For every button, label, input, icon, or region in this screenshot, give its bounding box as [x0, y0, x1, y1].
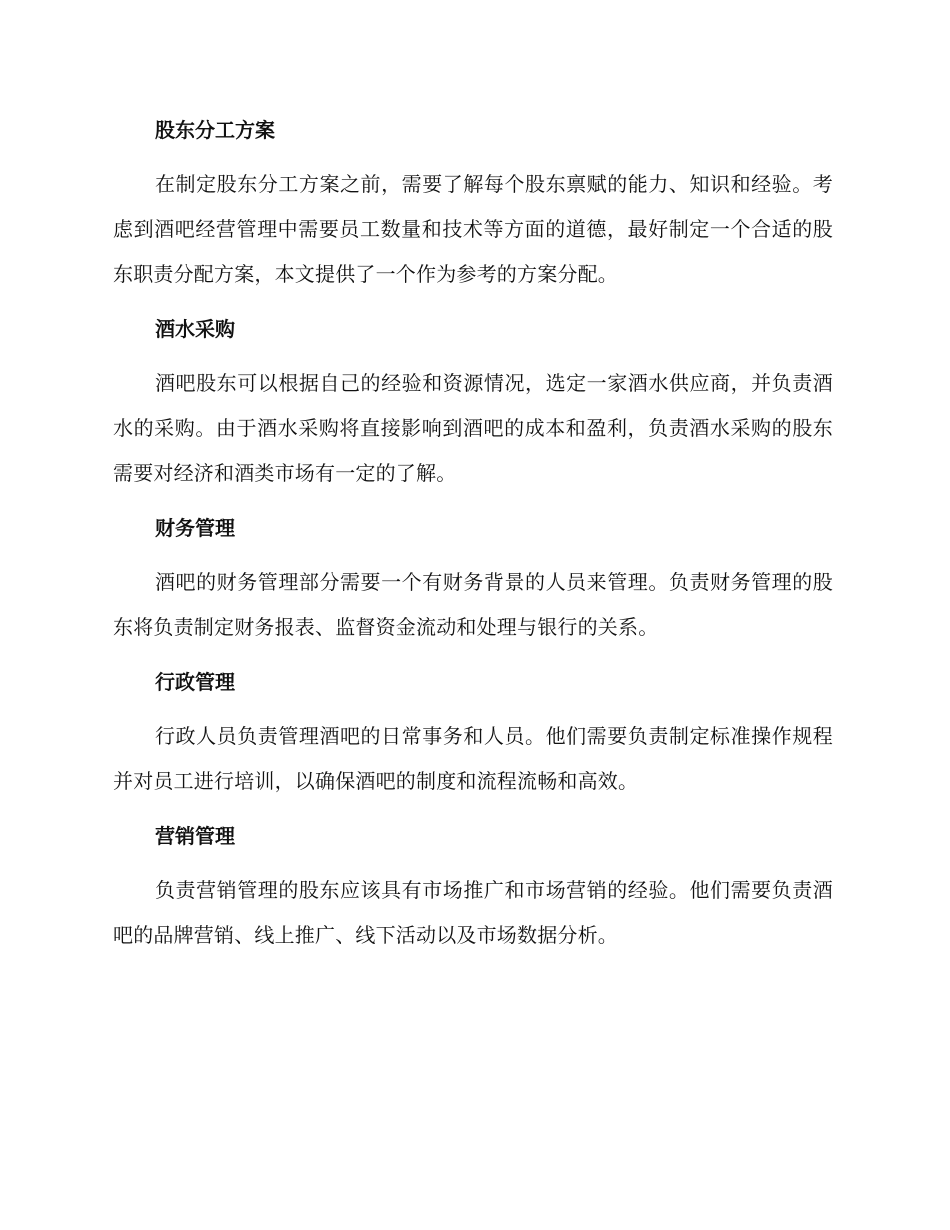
section-title-beverage-procurement: 酒水采购	[155, 317, 235, 341]
section-body-shareholder-division: 在制定股东分工方案之前，需要了解每个股东禀赋的能力、知识和经验。考虑到酒吧经营管理中需要员工数量和技术等方面的道德，最好制定一个合适的股东职责分配方案，本文提供了一个作为参考的方案分配。	[113, 172, 833, 286]
section-body-marketing-management: 负责营销管理的股东应该具有市场推广和市场营销的经验。他们需要负责酒吧的品牌营销、线上推广、线下活动以及市场数据分析。	[113, 878, 833, 947]
section-title-financial-management: 财务管理	[155, 516, 235, 540]
section-title-shareholder-division: 股东分工方案	[155, 118, 275, 142]
section-title-administrative-management: 行政管理	[155, 670, 235, 694]
section-body-beverage-procurement: 酒吧股东可以根据自己的经验和资源情况，选定一家酒水供应商，并负责酒水的采购。由于酒水采购将直接影响到酒吧的成本和盈利，负责酒水采购的股东需要对经济和酒类市场有一定的了解。	[113, 371, 833, 485]
section-body-financial-management: 酒吧的财务管理部分需要一个有财务背景的人员来管理。负责财务管理的股东将负责制定财务报表、监督资金流动和处理与银行的关系。	[113, 570, 833, 639]
document-content	[113, 112, 833, 972]
section-body-administrative-management: 行政人员负责管理酒吧的日常事务和人员。他们需要负责制定标准操作规程并对员工进行培训，以确保酒吧的制度和流程流畅和高效。	[113, 724, 833, 793]
section-title-marketing-management: 营销管理	[155, 824, 235, 848]
